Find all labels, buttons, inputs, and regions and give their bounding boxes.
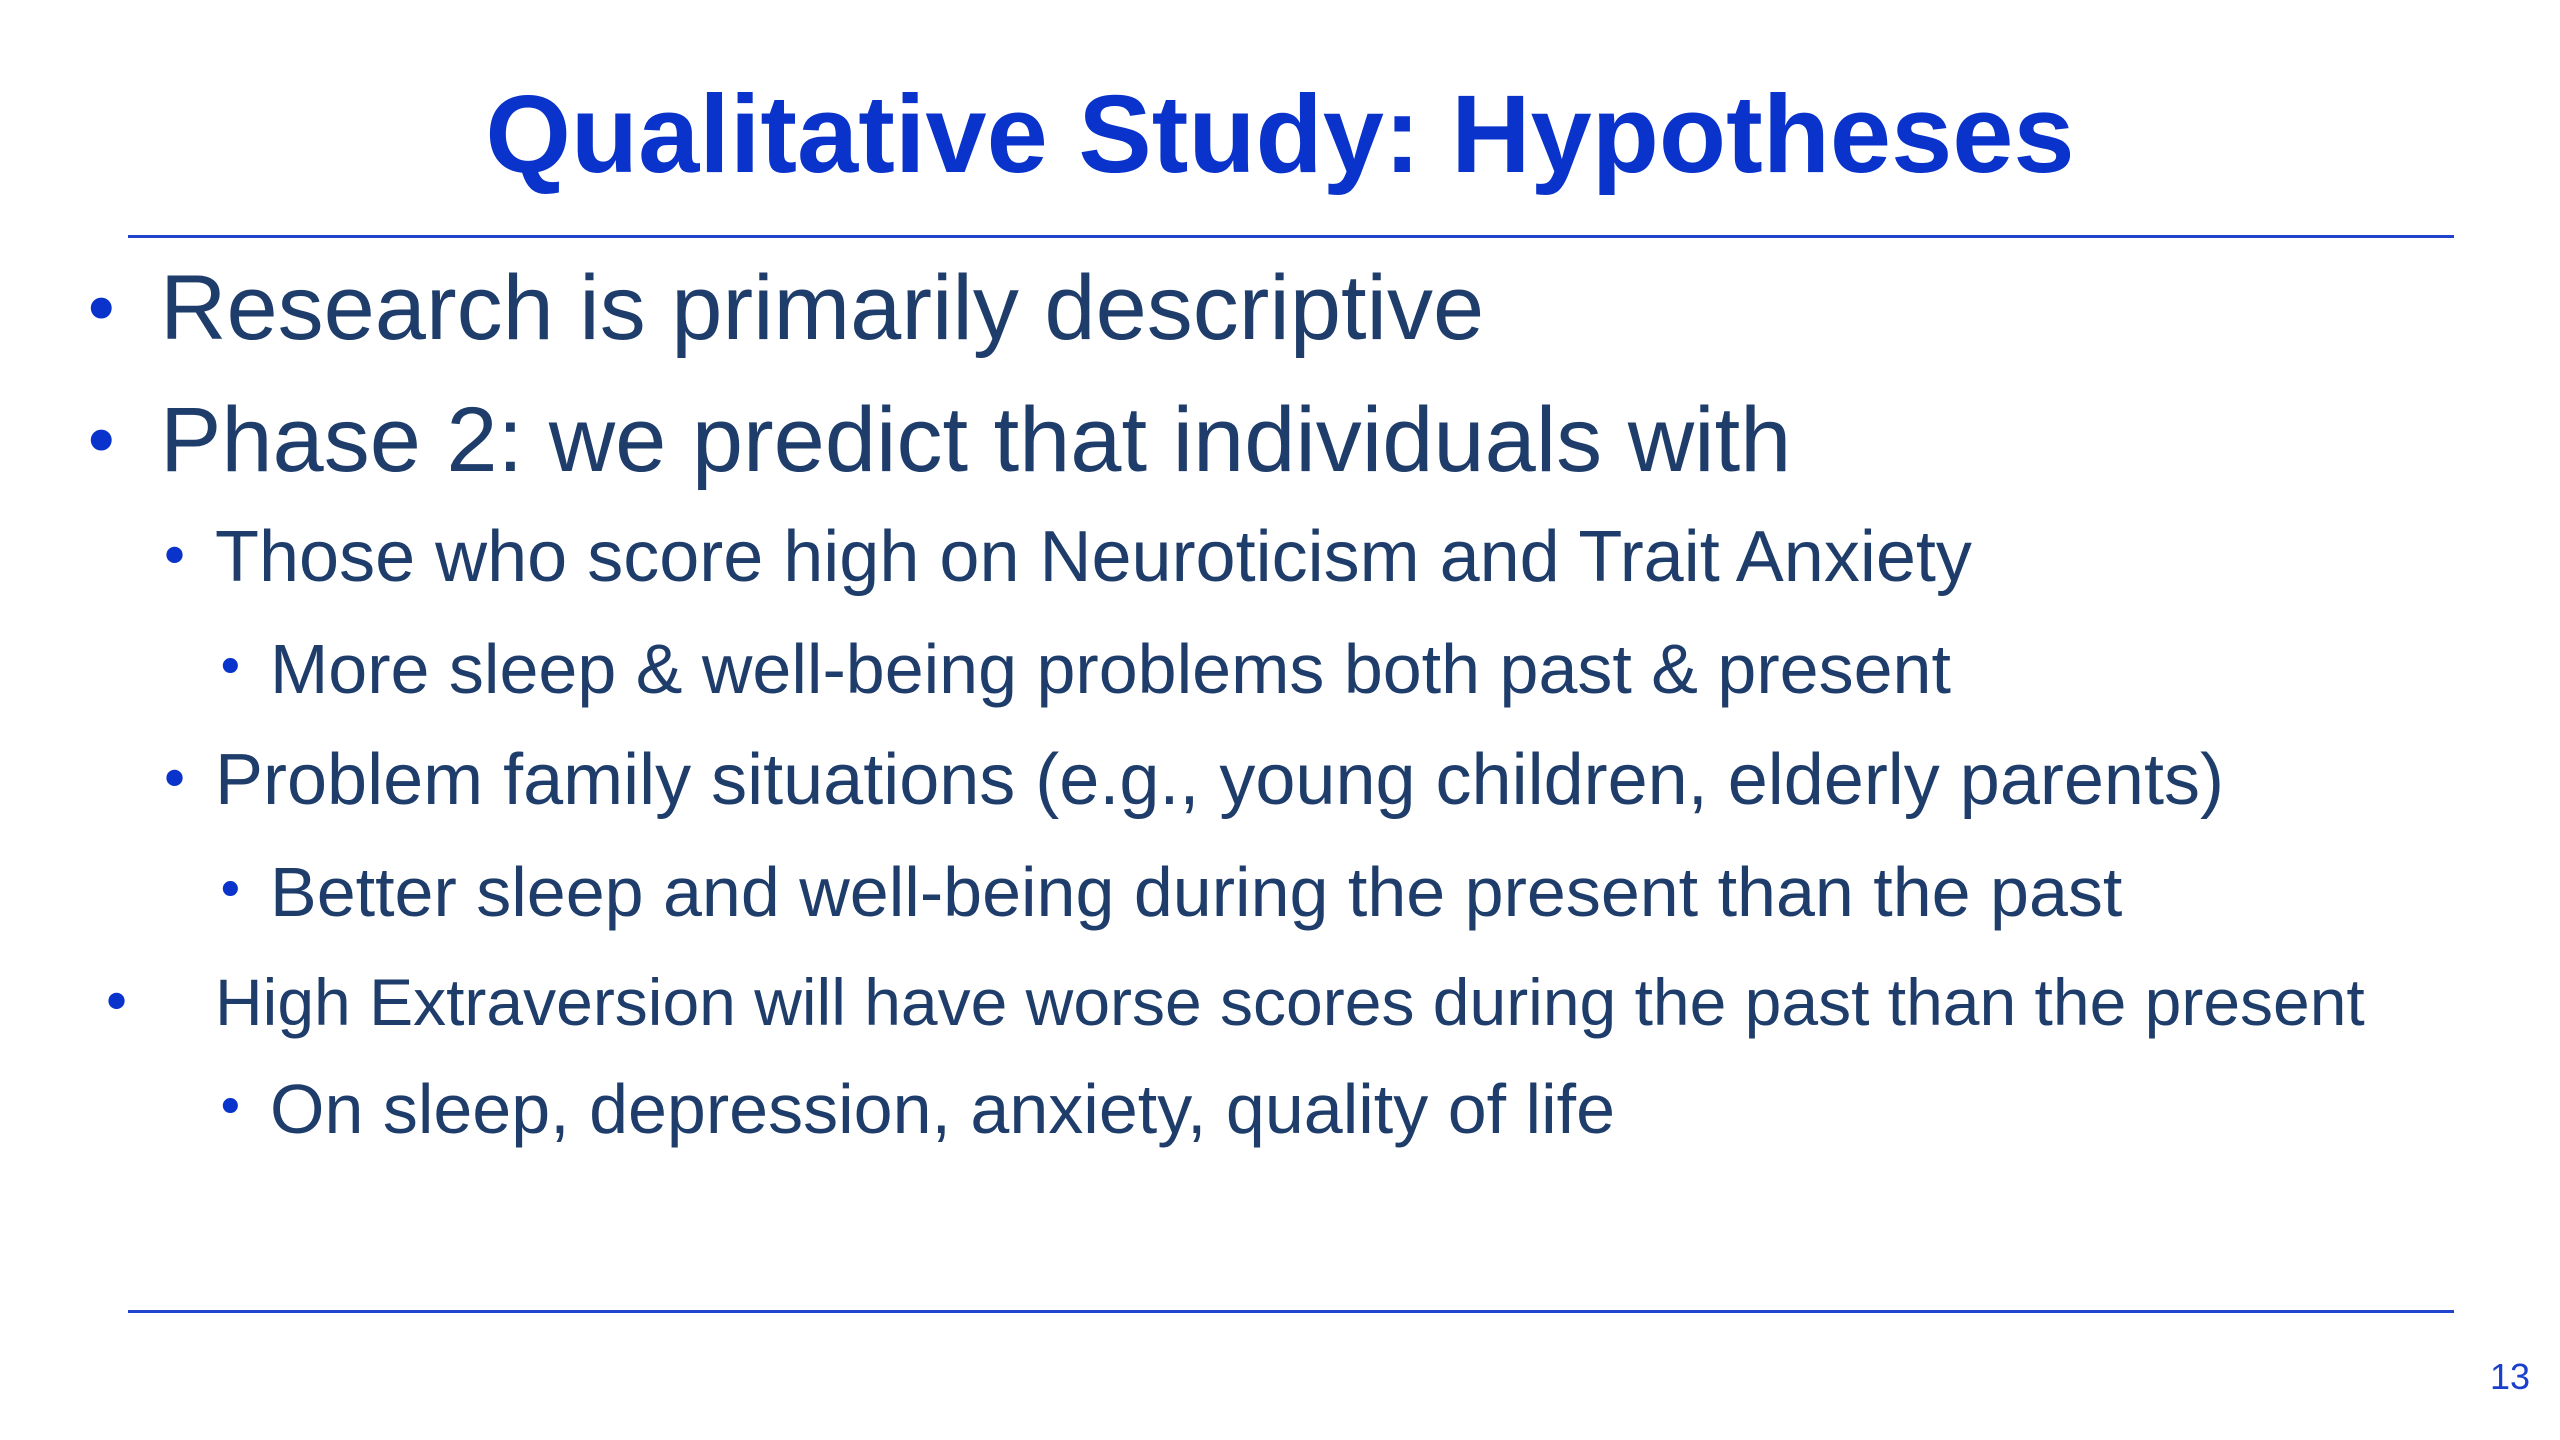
bullet-glyph: • bbox=[215, 861, 246, 921]
bullet-text: High Extraversion will have worse scores during the past than the present bbox=[215, 965, 2365, 1039]
bullet-text: Research is primarily descriptive bbox=[160, 257, 1485, 359]
bullet-text: On sleep, depression, anxiety, quality of life bbox=[270, 1070, 1616, 1148]
bullet-glyph: • bbox=[215, 1078, 246, 1138]
bullet-text: More sleep & well-being problems both past & present bbox=[270, 630, 1951, 708]
bullet-glyph: • bbox=[80, 400, 123, 484]
top-divider bbox=[128, 235, 2454, 238]
bullet-glyph: • bbox=[158, 525, 192, 590]
bullet-text: Problem family situations (e.g., young children, elderly parents) bbox=[215, 740, 2224, 820]
bullet-glyph: • bbox=[100, 971, 134, 1036]
bullet-text: Phase 2: we predict that individuals with bbox=[160, 389, 1792, 491]
bullet-glyph: • bbox=[215, 638, 246, 698]
bullet-glyph: • bbox=[158, 748, 192, 813]
page-number: 13 bbox=[2489, 1356, 2530, 1397]
bullet-text: Better sleep and well-being during the present than the past bbox=[270, 853, 2123, 931]
bullet-glyph: • bbox=[80, 268, 123, 352]
bullet-text: Those who score high on Neuroticism and Trait Anxiety bbox=[215, 517, 1972, 597]
slide-title: Qualitative Study: Hypotheses bbox=[485, 73, 2075, 196]
bottom-divider bbox=[128, 1310, 2454, 1313]
